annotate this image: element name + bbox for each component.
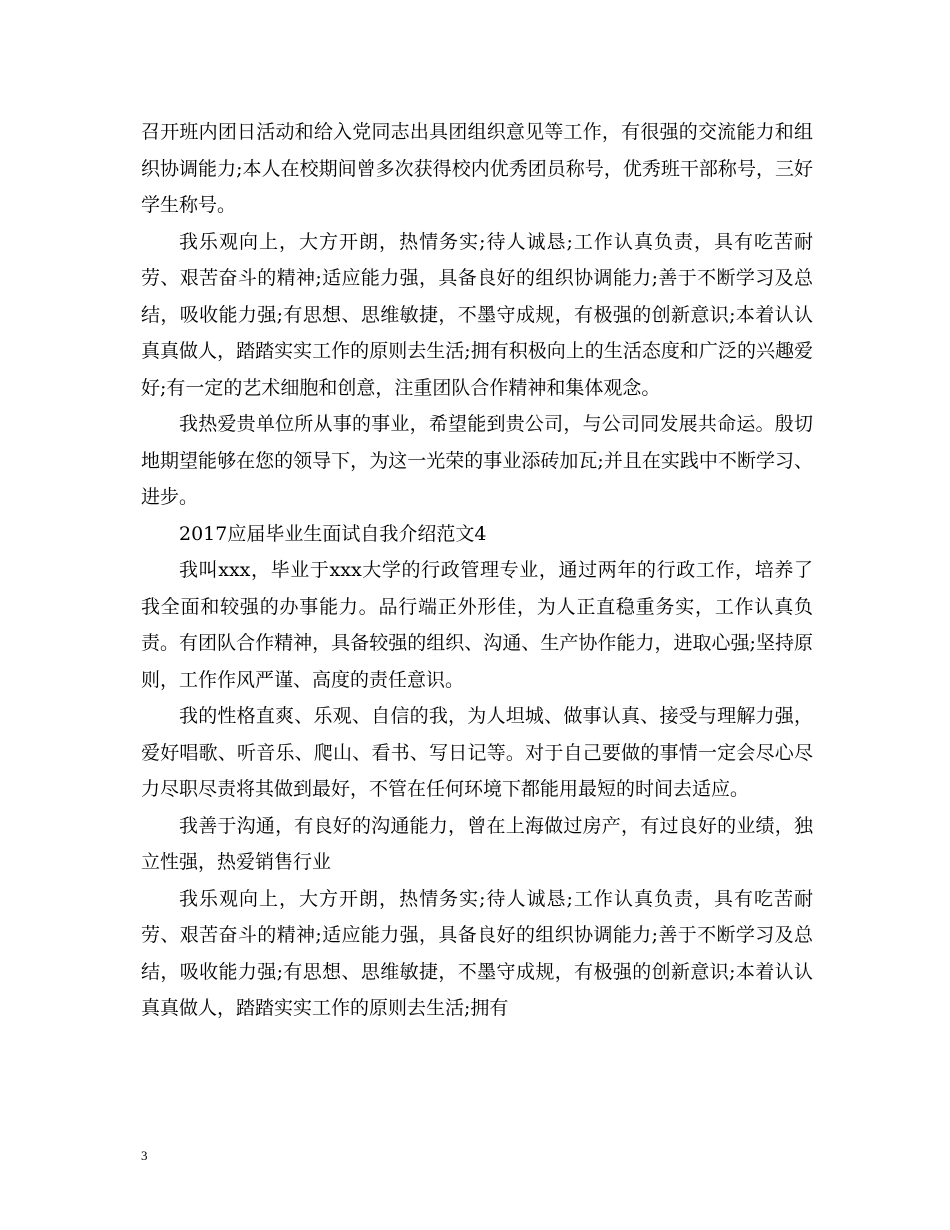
paragraph-6: 我善于沟通，有良好的沟通能力，曾在上海做过房产，有过良好的业绩，独立性强，热爱销售行业 xyxy=(141,814,813,873)
section-heading: 2017应届毕业生面试自我介绍范文4 xyxy=(179,522,487,545)
paragraph-3: 我热爱贵单位所从事的事业，希望能到贵公司，与公司同发展共命运。殷切地期望能够在您的领导下，为这一光荣的事业添砖加瓦;并且在实践中不断学习、进步。 xyxy=(141,413,813,508)
paragraph-4: 我叫xxx，毕业于xxx大学的行政管理专业，通过两年的行政工作，培养了我全面和较强的办事能力。品行端正外形佳，为人正直稳重务实，工作认真负责。有团队合作精神，具备较强的组织、沟通、生产协作能力，进取心强;坚持原则，工作作风严谨、高度的责任意识。 xyxy=(141,559,813,691)
body-text xyxy=(141,114,813,1027)
page-number: 3 xyxy=(141,1148,148,1163)
paragraph-1: 召开班内团日活动和给入党同志出具团组织意见等工作，有很强的交流能力和组织协调能力;本人在校期间曾多次获得校内优秀团员称号，优秀班干部称号，三好学生称号。 xyxy=(141,121,813,216)
paragraph-2: 我乐观向上，大方开朗，热情务实;待人诚恳;工作认真负责，具有吃苦耐劳、艰苦奋斗的精神;适应能力强，具备良好的组织协调能力;善于不断学习及总结，吸收能力强;有思想、思维敏捷，不墨守成规，有极强的创新意识;本着认认真真做人，踏踏实实工作的原则去生活;拥有积极向上的生活态度和广泛的兴趣爱好;有一定的艺术细胞和创意，注重团队合作精神和集体观念。 xyxy=(141,230,813,399)
paragraph-5: 我的性格直爽、乐观、自信的我，为人坦城、做事认真、接受与理解力强，爱好唱歌、听音乐、爬山、看书、写日记等。对于自己要做的事情一定会尽心尽力尽职尽责将其做到最好，不管在任何环境下都能用最短的时间去适应。 xyxy=(141,705,813,800)
paragraph-7: 我乐观向上，大方开朗，热情务实;待人诚恳;工作认真负责，具有吃苦耐劳、艰苦奋斗的精神;适应能力强，具备良好的组织协调能力;善于不断学习及总结，吸收能力强;有思想、思维敏捷，不墨守成规，有极强的创新意识;本着认认真真做人，踏踏实实工作的原则去生活;拥有 xyxy=(141,887,813,1019)
